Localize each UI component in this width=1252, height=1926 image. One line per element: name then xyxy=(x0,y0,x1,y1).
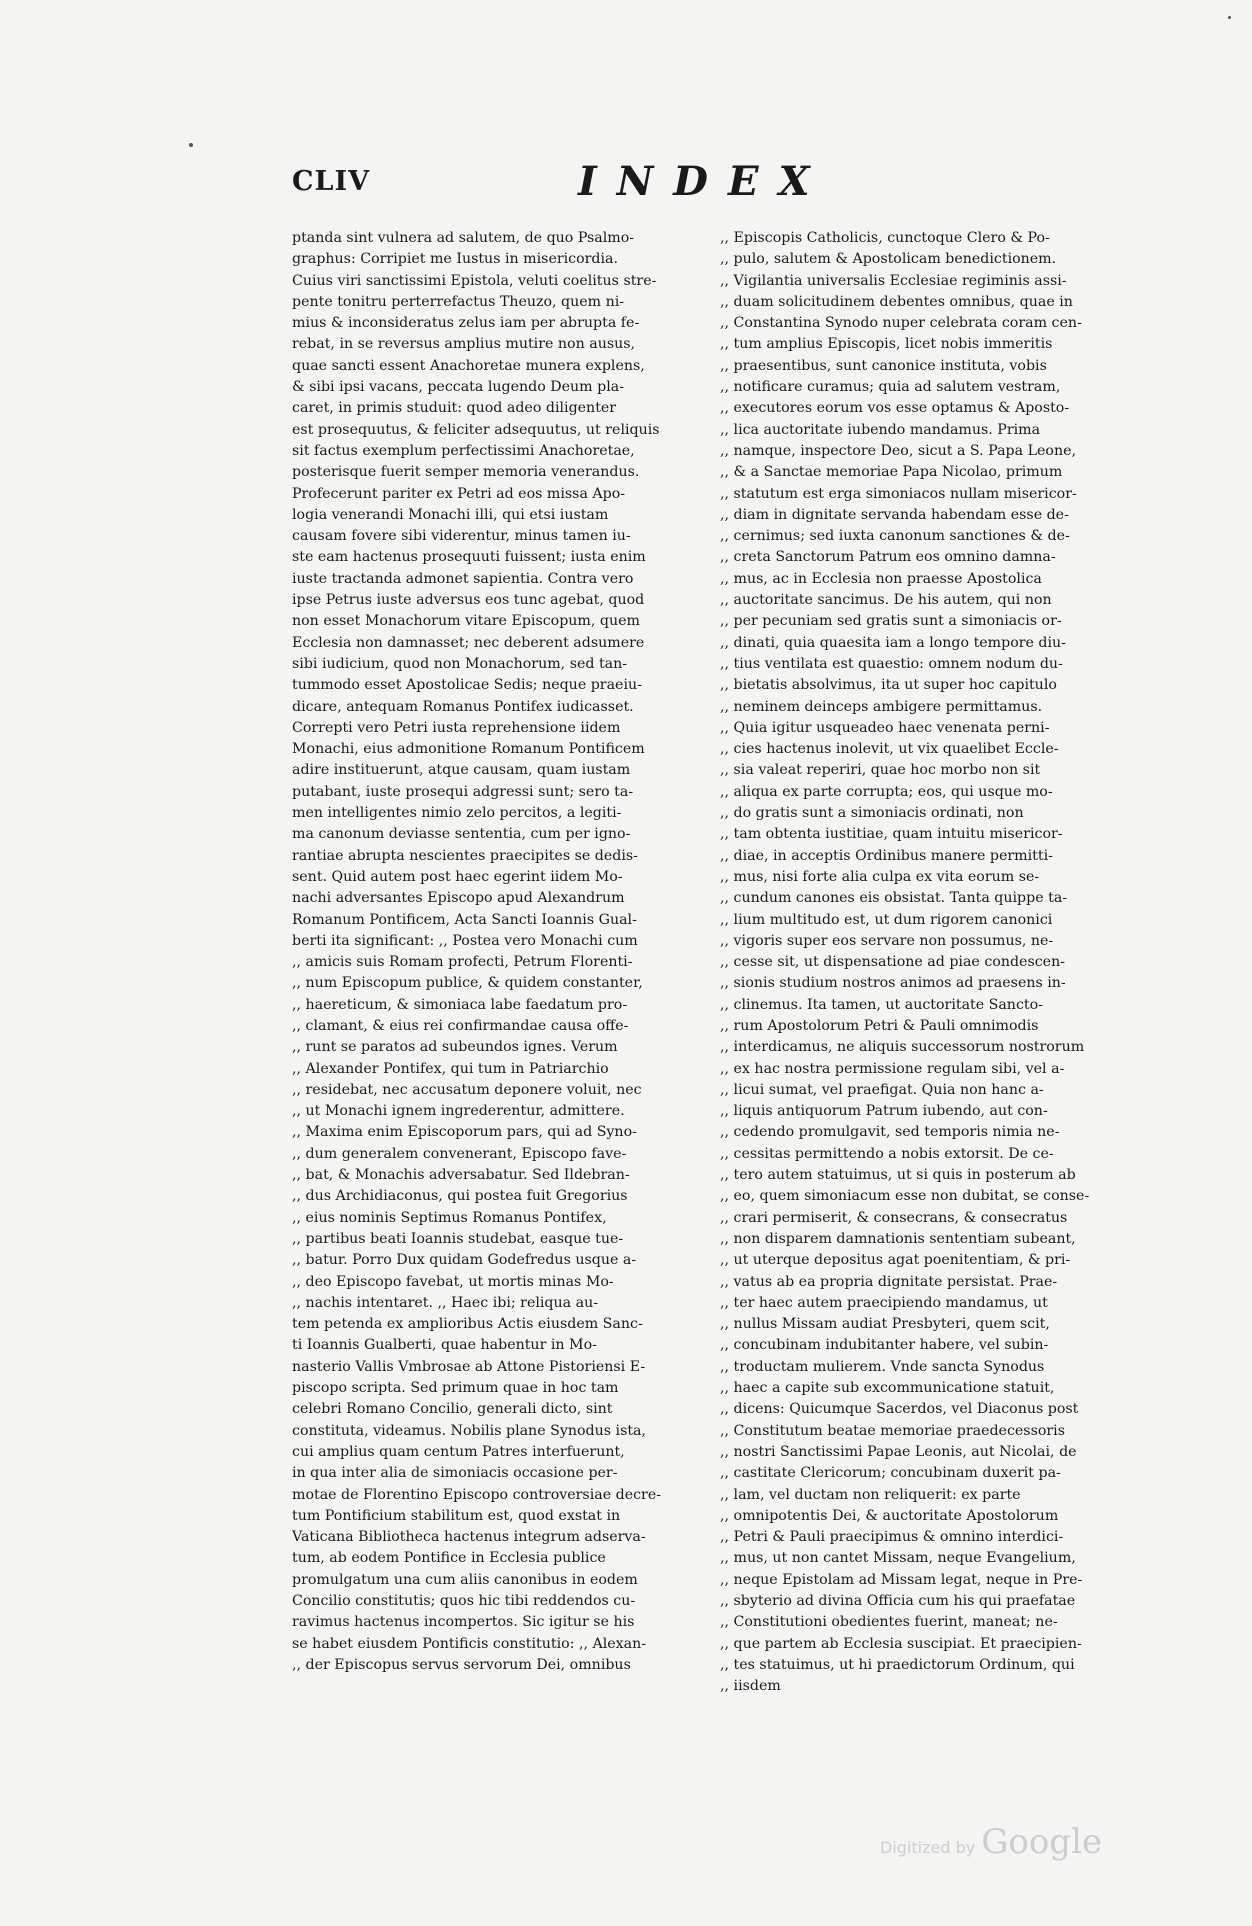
digitization-watermark xyxy=(880,1822,1102,1862)
text-line: ,, vatus ab ea propria dignitate persistat. Prae- xyxy=(720,1273,1058,1290)
text-line: ,, neminem deinceps ambigere permittamus. xyxy=(720,698,1043,715)
text-line: ,, ut Monachi ignem ingrederentur, admittere. xyxy=(292,1103,625,1120)
text-line: ti Ioannis Gualberti, quae habentur in Mo- xyxy=(292,1337,597,1354)
text-line: ,, Petri & Pauli praecipimus & omnino interdici- xyxy=(720,1529,1064,1546)
text-line: ,, nostri Sanctissimi Papae Leonis, aut Nicolai, de xyxy=(720,1443,1077,1460)
text-line: ,, duam solicitudinem debentes omnibus, quae in xyxy=(720,293,1073,310)
text-line: mius & inconsideratus zelus iam per abrupta fe- xyxy=(292,315,640,332)
text-line: ,, sia valeat reperiri, quae hoc morbo non sit xyxy=(720,762,1041,779)
text-line: ,, notificare curamus; quia ad salutem vestram, xyxy=(720,379,1061,396)
text-line: ptanda sint vulnera ad salutem, de quo Psalmo- xyxy=(292,230,635,246)
text-line: piscopo scripta. Sed primum quae in hoc tam xyxy=(292,1380,619,1397)
text-line: ,, Episcopis Catholicis, cunctoque Clero & Po- xyxy=(720,230,1050,246)
text-line: graphus: Corripiet me Iustus in misericordia. xyxy=(292,251,619,268)
text-line: ,, neque Epistolam ad Missam legat, neque in Pre- xyxy=(720,1571,1083,1588)
text-line: ,, dus Archidiaconus, qui postea fuit Gregorius xyxy=(292,1188,628,1205)
text-line: cui amplius quam centum Patres interfuerunt, xyxy=(292,1443,625,1460)
text-line: sent. Quid autem post haec egerint iidem Mo- xyxy=(292,868,623,885)
text-line: ,, dinati, quia quaesita iam a longo tempore diu- xyxy=(720,634,1066,651)
right-text-column xyxy=(720,228,1166,1697)
text-line: rantiae abrupta nescientes praecipites se dedis- xyxy=(292,847,638,864)
text-line: ,, auctoritate sancimus. De his autem, qui non xyxy=(720,592,1052,609)
text-line: ,, mus, nisi forte alia culpa ex vita eorum se- xyxy=(720,868,1040,885)
text-line: causam fovere sibi viderentur, minus tamen iu- xyxy=(292,528,631,545)
text-line: ,, batur. Porro Dux quidam Godefredus usque a- xyxy=(292,1252,637,1269)
text-line: in qua inter alia de simoniacis occasione per- xyxy=(292,1465,618,1482)
text-line: ste eam hactenus prosequuti fuissent; iusta enim xyxy=(292,549,646,566)
text-line: ,, rum Apostolorum Petri & Pauli omnimodis xyxy=(720,1017,1039,1034)
text-line: ,, cessitas permittendo a nobis extorsit. De ce- xyxy=(720,1145,1054,1162)
text-line: iuste tractanda admonet sapientia. Contra vero xyxy=(292,570,634,587)
text-line: ,, cedendo promulgavit, sed temporis nimia ne- xyxy=(720,1124,1060,1141)
text-line: ,, cundum canones eis obsistat. Tanta quippe ta- xyxy=(720,890,1068,907)
text-line: tum, ab eodem Pontifice in Ecclesia publice xyxy=(292,1550,606,1567)
text-line: sit factus exemplum perfectissimi Anachoretae, xyxy=(292,442,635,459)
text-line: ,, omnipotentis Dei, & auctoritate Apostolorum xyxy=(720,1507,1059,1524)
left-text-column xyxy=(292,228,700,1676)
text-line: ,, sionis studium nostros animos ad praesens in- xyxy=(720,975,1066,992)
text-line: ,, Quia igitur usqueadeo haec venenata perni- xyxy=(720,719,1050,736)
text-line: ,, nullus Missam audiat Presbyteri, quem scit, xyxy=(720,1316,1050,1333)
text-line: ,, bietatis absolvimus, ita ut super hoc capitulo xyxy=(720,677,1057,694)
text-line: ,, ex hac nostra permissione regulam sibi, vel a- xyxy=(720,1060,1065,1077)
text-line: ,, per pecuniam sed gratis sunt a simoniacis or- xyxy=(720,613,1062,630)
watermark-brand: Google xyxy=(981,1822,1103,1862)
text-line: ,, & a Sanctae memoriae Papa Nicolao, primum xyxy=(720,464,1063,481)
text-line: ,, diam in dignitate servanda habendam esse de- xyxy=(720,506,1069,523)
text-line: ,, Alexander Pontifex, qui tum in Patriarchio xyxy=(292,1060,609,1077)
text-line: rebat, in se reversus amplius mutire non ausus, xyxy=(292,336,636,353)
text-line: celebri Romano Concilio, generali dicto, sint xyxy=(292,1401,613,1418)
text-line: ,, lium multitudo est, ut dum rigorem canonici xyxy=(720,911,1053,928)
text-line: ,, crari permiserit, & consecrans, & consecratus xyxy=(720,1209,1068,1226)
text-line: ,, tes statuimus, ut hi praedictorum Ordinum, qui xyxy=(720,1656,1075,1673)
text-line: ,, executores eorum vos esse optamus & Aposto- xyxy=(720,400,1070,417)
text-line: Cuius viri sanctissimi Epistola, veluti coelitus stre- xyxy=(292,272,657,289)
text-line: posterisque fuerit semper memoria venerandus. xyxy=(292,464,640,481)
text-line: ,, dum generalem convenerant, Episcopo fave- xyxy=(292,1145,627,1162)
text-line: ,, vigoris super eos servare non possumus, ne- xyxy=(720,932,1054,949)
text-line: ,, eo, quem simoniacum esse non dubitat, se conse- xyxy=(720,1188,1090,1205)
text-line: tum Pontificium stabilitum est, quod exstat in xyxy=(292,1507,621,1524)
text-line: ,, pulo, salutem & Apostolicam benedictionem. xyxy=(720,251,1057,268)
text-line: ,, concubinam indubitanter habere, vel subin- xyxy=(720,1337,1049,1354)
ink-speck xyxy=(189,143,193,147)
text-line: Correpti vero Petri iusta reprehensione iidem xyxy=(292,719,621,736)
watermark-prefix: Digitized by xyxy=(880,1838,976,1857)
text-line: ,, Constitutioni obedientes fuerint, maneat; ne- xyxy=(720,1614,1058,1631)
text-line: ,, creta Sanctorum Patrum eos omnino damna- xyxy=(720,549,1056,566)
text-line: berti ita significant: ,, Postea vero Monachi cum xyxy=(292,932,638,949)
text-line: ,, nachis intentaret. ,, Haec ibi; reliqua au- xyxy=(292,1294,598,1311)
text-line: ,, Maxima enim Episcoporum pars, qui ad Syno- xyxy=(292,1124,637,1141)
text-line: ,, praesentibus, sunt canonice instituta, vobis xyxy=(720,357,1047,374)
text-line: ,, cies hactenus inolevit, ut vix quaelibet Eccle- xyxy=(720,741,1059,758)
text-line: ,, der Episcopus servus servorum Dei, omnibus xyxy=(292,1656,631,1673)
text-line: ,, clamant, & eius rei confirmandae causa offe- xyxy=(292,1017,629,1034)
text-line: ,, bat, & Monachis adversabatur. Sed Ildebran- xyxy=(292,1167,630,1184)
text-line: ,, tum amplius Episcopis, licet nobis immeritis xyxy=(720,336,1053,353)
running-head: INDEX xyxy=(578,158,830,205)
page-number: CLIV xyxy=(292,166,371,197)
text-line: promulgatum una cum aliis canonibus in eodem xyxy=(292,1571,638,1588)
text-line: motae de Florentino Episcopo controversiae decre- xyxy=(292,1486,662,1503)
text-line: ,, castitate Clericorum; concubinam duxerit pa- xyxy=(720,1465,1061,1482)
text-line: dicare, antequam Romanus Pontifex iudicasset. xyxy=(292,698,634,715)
text-line: ,, liquis antiquorum Patrum iubendo, aut con- xyxy=(720,1103,1048,1120)
text-line: nasterio Vallis Vmbrosae ab Attone Pistoriensi E- xyxy=(292,1358,646,1375)
text-line: men intelligentes nimio zelo percitos, a legiti- xyxy=(292,805,622,822)
text-line: ,, runt se paratos ad subeundos ignes. Verum xyxy=(292,1039,618,1056)
text-line: ,, licui sumat, vel praefigat. Quia non hanc a- xyxy=(720,1081,1044,1098)
text-line: Vaticana Bibliotheca hactenus integrum adserva- xyxy=(292,1529,646,1546)
text-line: ,, Constitutum beatae memoriae praedecessoris xyxy=(720,1422,1065,1439)
text-line: ma canonum deviasse sententia, cum per igno- xyxy=(292,826,631,843)
text-line: sibi iudicium, quod non Monachorum, sed tan- xyxy=(292,655,628,672)
text-line: ,, troductam mulierem. Vnde sancta Synodus xyxy=(720,1358,1045,1375)
text-line: ,, que partem ab Ecclesia suscipiat. Et praecipien- xyxy=(720,1635,1082,1652)
text-line: ,, interdicamus, ne aliquis successorum nostrorum xyxy=(720,1039,1085,1056)
text-line: tummodo esset Apostolicae Sedis; neque praeiu- xyxy=(292,677,642,694)
text-line: ,, aliqua ex parte corrupta; eos, qui usque mo- xyxy=(720,783,1053,800)
text-line: ,, cesse sit, ut dispensatione ad piae condescen- xyxy=(720,954,1065,971)
text-line: ,, eius nominis Septimus Romanus Pontifex, xyxy=(292,1209,607,1226)
text-line: ,, num Episcopum publice, & quidem constanter, xyxy=(292,975,643,992)
text-line: putabant, iuste prosequi adgressi sunt; sero ta- xyxy=(292,783,634,800)
text-line: Ecclesia non damnasset; nec deberent adsumere xyxy=(292,634,645,651)
text-line: Romanum Pontificem, Acta Sancti Ioannis Gual- xyxy=(292,911,637,928)
text-line: ,, non disparem damnationis sententiam subeant, xyxy=(720,1230,1076,1247)
text-line: pente tonitru perterrefactus Theuzo, quem ni- xyxy=(292,293,625,310)
text-line: ,, tam obtenta iustitiae, quam intuitu misericor- xyxy=(720,826,1063,843)
text-line: se habet eiusdem Pontificis constitutio: ,, Alexan- xyxy=(292,1635,647,1652)
ink-speck xyxy=(1228,16,1231,19)
text-line: ,, clinemus. Ita tamen, ut auctoritate Sancto- xyxy=(720,996,1043,1013)
text-line: tem petenda ex amplioribus Actis eiusdem Sanc- xyxy=(292,1316,643,1333)
text-line: Profecerunt pariter ex Petri ad eos missa Apo- xyxy=(292,485,626,502)
text-line: ,, cernimus; sed iuxta canonum sanctiones & de- xyxy=(720,528,1070,545)
text-line: ,, ut uterque depositus agat poenitentiam, & pri- xyxy=(720,1252,1071,1269)
text-line: est prosequutus, & feliciter adsequutus, ut reliquis xyxy=(292,421,660,438)
text-line: ,, lica auctoritate iubendo mandamus. Prima xyxy=(720,421,1041,438)
text-line: ,, namque, inspectore Deo, sicut a S. Papa Leone, xyxy=(720,442,1076,459)
text-line: ,, Constantina Synodo nuper celebrata coram cen- xyxy=(720,315,1082,332)
text-line: constituta, videamus. Nobilis plane Synodus ista, xyxy=(292,1422,647,1439)
text-line: ipse Petrus iuste adversus eos tunc agebat, quod xyxy=(292,592,645,609)
text-line: ,, statutum est erga simoniacos nullam misericor- xyxy=(720,485,1077,502)
text-line: non esset Monachorum vitare Episcopum, quem xyxy=(292,613,640,630)
text-line: ,, mus, ut non cantet Missam, neque Evangelium, xyxy=(720,1550,1076,1567)
text-line: quae sancti essent Anachoretae munera explens, xyxy=(292,357,645,374)
text-line: ,, deo Episcopo favebat, ut mortis minas Mo- xyxy=(292,1273,614,1290)
text-line: ,, tero autem statuimus, ut si quis in posterum ab xyxy=(720,1167,1076,1184)
text-line: ,, partibus beati Ioannis studebat, easque tue- xyxy=(292,1230,624,1247)
page-header xyxy=(0,158,1252,218)
text-line: ,, dicens: Quicumque Sacerdos, vel Diaconus post xyxy=(720,1401,1079,1418)
text-line: ,, tius ventilata est quaestio: omnem nodum du- xyxy=(720,655,1063,672)
text-line: ,, lam, vel ductam non reliquerit: ex parte xyxy=(720,1486,1021,1503)
text-line: ,, iisdem xyxy=(720,1678,781,1695)
text-line: Monachi, eius admonitione Romanum Pontificem xyxy=(292,741,645,758)
text-line: ,, do gratis sunt a simoniacis ordinati, non xyxy=(720,805,1024,822)
text-line: ,, Vigilantia universalis Ecclesiae regiminis assi- xyxy=(720,272,1067,289)
text-line: ,, mus, ac in Ecclesia non praesse Apostolica xyxy=(720,570,1042,587)
text-line: ,, ter haec autem praecipiendo mandamus, ut xyxy=(720,1294,1048,1311)
text-line: ,, sbyterio ad divina Officia cum his qui praefatae xyxy=(720,1593,1076,1609)
text-line: ,, residebat, nec accusatum deponere voluit, nec xyxy=(292,1081,642,1098)
text-line: caret, in primis studuit: quod adeo diligenter xyxy=(292,400,617,417)
text-line: adire instituerunt, atque causam, quam iustam xyxy=(292,762,631,779)
text-line: nachi adversantes Episcopo apud Alexandrum xyxy=(292,890,625,907)
text-line: Concilio constitutis; quos hic tibi reddendos cu- xyxy=(292,1593,636,1609)
text-line: ravimus hactenus incompertos. Sic igitur se his xyxy=(292,1614,635,1631)
text-line: logia venerandi Monachi illi, qui etsi iustam xyxy=(292,506,609,523)
text-line: ,, diae, in acceptis Ordinibus manere permitti- xyxy=(720,847,1053,864)
text-line: ,, haec a capite sub excommunicatione statuit, xyxy=(720,1380,1055,1397)
text-line: ,, amicis suis Romam profecti, Petrum Florenti- xyxy=(292,954,633,971)
text-line: ,, haereticum, & simoniaca labe faedatum pro- xyxy=(292,996,628,1013)
text-line: & sibi ipsi vacans, peccata lugendo Deum pla- xyxy=(292,379,625,396)
